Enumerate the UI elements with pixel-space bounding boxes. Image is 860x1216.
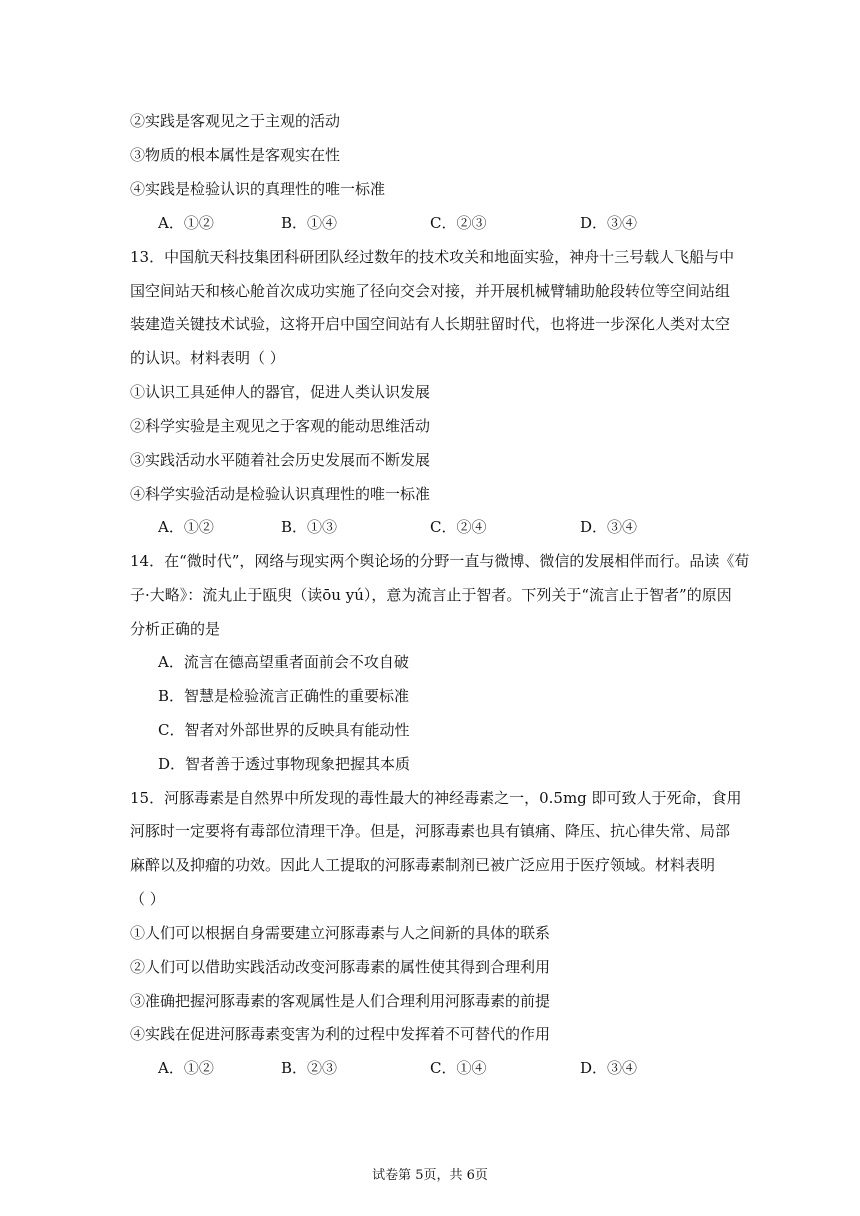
q15-option-d: D．③④ xyxy=(580,1059,638,1077)
q14-stem-line-3: 分析正确的是 xyxy=(130,620,221,638)
q12-statement-2: ②实践是客观见之于主观的活动 xyxy=(130,112,341,130)
q12-option-b: B．①④ xyxy=(281,214,338,232)
q14-option-d: D．智者善于透过事物现象把握其本质 xyxy=(158,755,411,773)
q14-option-c: C．智者对外部世界的反映具有能动性 xyxy=(158,721,410,739)
q15-option-a: A．①② xyxy=(158,1059,214,1077)
q15-statement-1: ①人们可以根据自身需要建立河豚毒素与人之间新的具体的联系 xyxy=(130,924,551,942)
q13-statement-4: ④科学实验活动是检验认识真理性的唯一标准 xyxy=(130,485,431,503)
q13-option-b: B．①③ xyxy=(281,518,338,536)
q15-option-c: C．①④ xyxy=(430,1059,487,1077)
q13-statement-2: ②科学实验是主观见之于客观的能动思维活动 xyxy=(130,417,431,435)
q13-stem-line-2: 国空间站天和核心舱首次成功实施了径向交会对接，并开展机械臂辅助舱段转位等空间站组 xyxy=(130,282,731,300)
q13-option-d: D．③④ xyxy=(580,518,638,536)
q13-statement-1: ①认识工具延伸人的器官，促进人类认识发展 xyxy=(130,383,431,401)
q14-stem-line-1: 14．在“微时代”，网络与现实两个舆论场的分野一直与微博、微信的发展相伴而行。品读《荀 xyxy=(130,552,750,570)
q13-stem-line-1: 13．中国航天科技集团科研团队经过数年的技术攻关和地面实验，神舟十三号载人飞船与中 xyxy=(130,248,735,266)
page-footer: 试卷第 5页，共 6页 xyxy=(372,1168,488,1183)
q12-option-d: D．③④ xyxy=(580,214,638,232)
q15-stem-line-2: 河豚时一定要将有毒部位清理干净。但是，河豚毒素也具有镇痛、降压、抗心律失常、局部 xyxy=(130,822,731,840)
q15-stem-line-4: （ ） xyxy=(130,890,165,908)
q12-statement-3: ③物质的根本属性是客观实在性 xyxy=(130,146,341,164)
q15-statement-2: ②人们可以借助实践活动改变河豚毒素的属性使其得到合理利用 xyxy=(130,958,551,976)
q13-option-a: A．①② xyxy=(158,518,214,536)
q13-stem-line-4: 的认识。材料表明（ ） xyxy=(130,349,285,367)
q12-statement-4: ④实践是检验认识的真理性的唯一标准 xyxy=(130,180,386,198)
q12-option-a: A．①② xyxy=(158,214,214,232)
q15-stem-line-1: 15．河豚毒素是自然界中所发现的毒性最大的神经毒素之一，0.5mg 即可致人于死命，食用 xyxy=(130,789,742,807)
q13-statement-3: ③实践活动水平随着社会历史发展而不断发展 xyxy=(130,451,431,469)
q14-stem-line-2: 子·大略》：流丸止于瓯臾（读ōu yú），意为流言止于智者。下列关于“流言止于智者”的原因 xyxy=(130,586,732,604)
q15-statement-3: ③准确把握河豚毒素的客观属性是人们合理利用河豚毒素的前提 xyxy=(130,992,551,1010)
q13-stem-line-3: 装建造关键技术试验，这将开启中国空间站有人长期驻留时代，也将进一步深化人类对太空 xyxy=(130,315,731,333)
q15-stem-line-3: 麻醉以及抑瘤的功效。因此人工提取的河豚毒素制剂已被广泛应用于医疗领域。材料表明 xyxy=(130,856,716,874)
q13-option-c: C．②④ xyxy=(430,518,487,536)
q15-statement-4: ④实践在促进河豚毒素变害为利的过程中发挥着不可替代的作用 xyxy=(130,1025,551,1043)
q12-option-c: C．②③ xyxy=(430,214,487,232)
q14-option-b: B．智慧是检验流言正确性的重要标准 xyxy=(158,687,410,705)
q15-option-b: B．②③ xyxy=(281,1059,338,1077)
q14-option-a: A．流言在德高望重者面前会不攻自破 xyxy=(158,653,409,671)
